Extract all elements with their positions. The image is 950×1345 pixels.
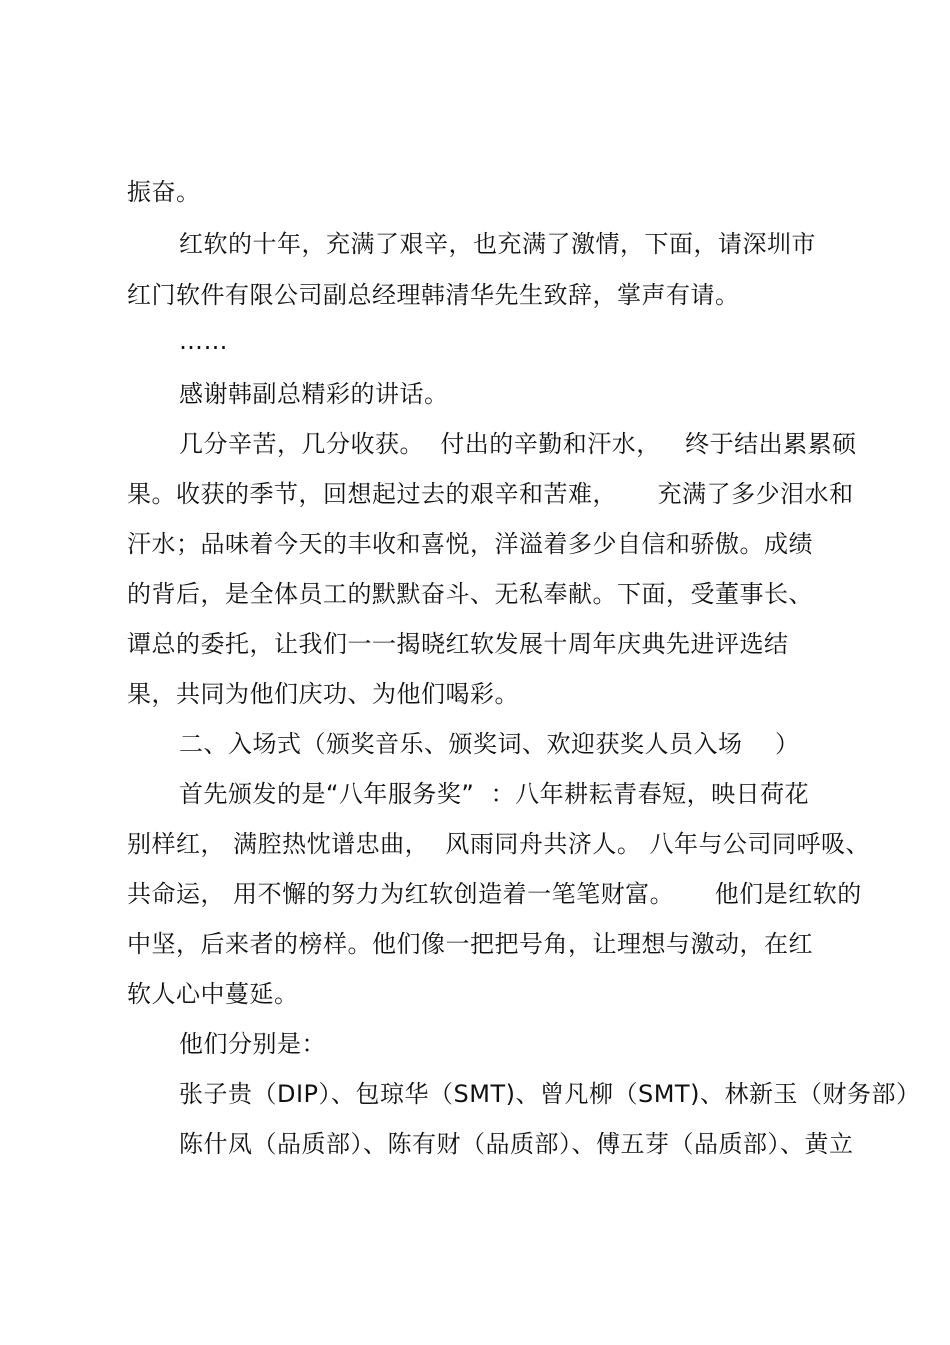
text-line: 几分辛苦，几分收获。 付出的辛勤和汗水， 终于结出累累硕 <box>179 430 857 458</box>
text-line: 谭总的委托，让我们一一揭晓红软发展十周年庆典先进评选结 <box>127 630 789 658</box>
text-line: 振奋。 <box>127 178 201 206</box>
text-line: 红门软件有限公司副总经理韩清华先生致辞，掌声有请。 <box>127 281 740 309</box>
text-line: 二、入场式（颁奖音乐、颁奖词、欢迎获奖人员入场 ） <box>179 730 800 758</box>
text-line: 果。收获的季节，回想起过去的艰辛和苦难， 充满了多少泪水和 <box>127 480 854 508</box>
text-line: 首先颁发的是“八年服务奖” ：八年耕耘青春短，映日荷花 <box>179 780 810 808</box>
text-line: 的背后，是全体员工的默默奋斗、无私奉献。下面，受董事长、 <box>127 580 813 608</box>
text-line: 软人心中蔓延。 <box>127 980 299 1008</box>
text-line: 汗水；品味着今天的丰收和喜悦，洋溢着多少自信和骄傲。成绩 <box>127 530 813 558</box>
text-line: 他们分别是： <box>179 1030 326 1058</box>
text-line: 共命运， 用不懈的努力为红软创造着一笔笔财富。 他们是红软的 <box>127 880 862 908</box>
text-line: 果，共同为他们庆功、为他们喝彩。 <box>127 680 519 708</box>
text-line: 感谢韩副总精彩的讲话。 <box>179 380 449 408</box>
text-line: 别样红， 满腔热忱谱忠曲， 风雨同舟共济人。 八年与公司同呼吸、 <box>127 830 871 858</box>
text-line: 中坚，后来者的榜样。他们像一把把号角，让理想与激动，在红 <box>127 930 813 958</box>
text-line: 陈什凤（品质部）、陈有财（品质部）、傅五芽（品质部）、黄立 <box>179 1130 854 1158</box>
text-line: 张子贵（DIP）、包琼华（SMT)、曾凡柳（SMT)、林新玉（财务部） <box>179 1080 921 1108</box>
text-line: …… <box>179 327 228 355</box>
text-line: 红软的十年，充满了艰辛，也充满了激情，下面，请深圳市 <box>179 230 816 258</box>
